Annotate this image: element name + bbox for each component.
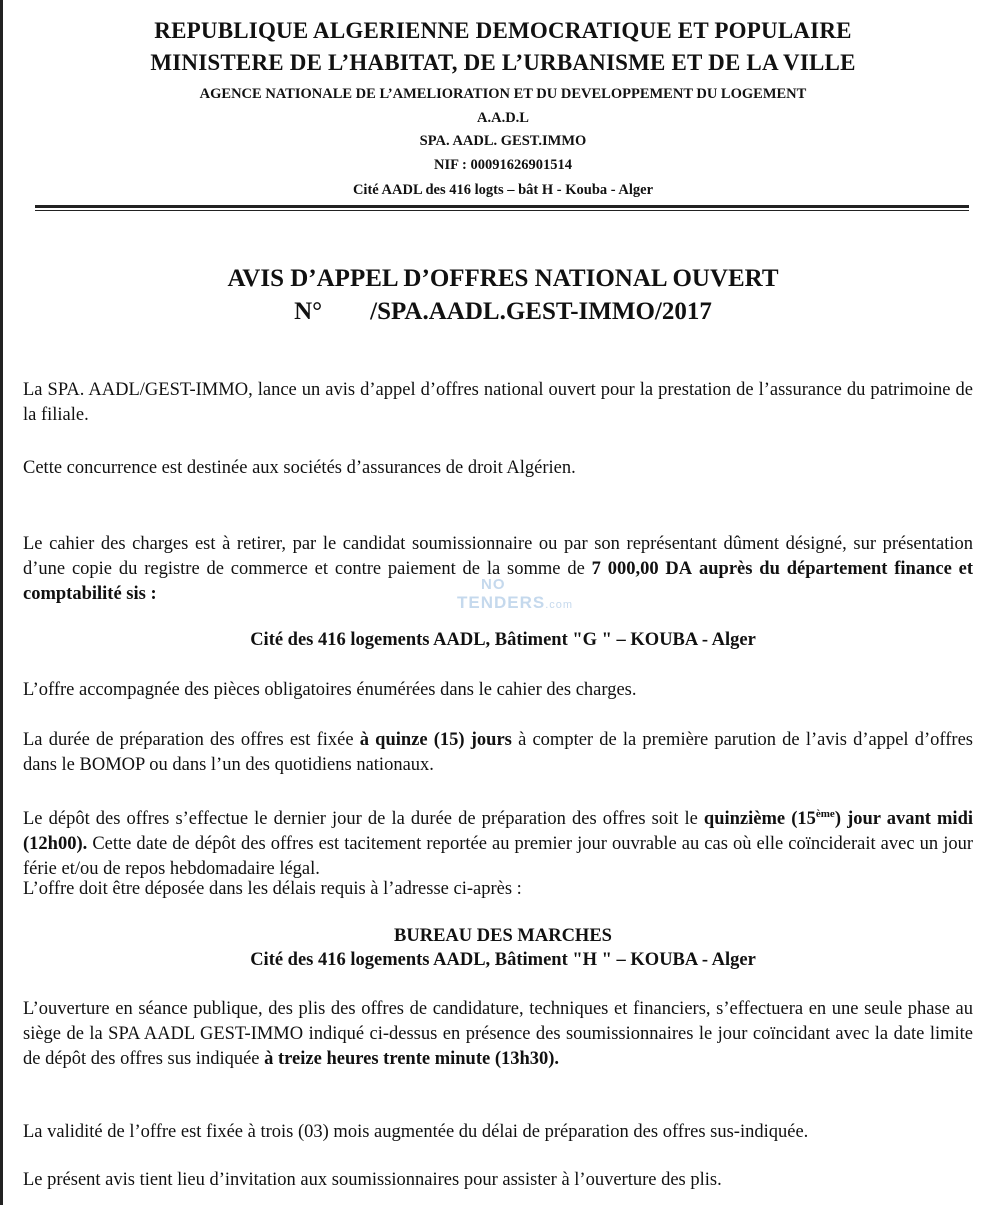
- paragraph-eligibility: Cette concurrence est destinée aux sociétés d’assurances de droit Algérien.: [23, 458, 576, 478]
- watermark-bottom-text: TENDERS: [457, 593, 546, 612]
- spec-text: Le cahier des charges est à retirer, par le candidat soumissionnaire ou par son représentant dûment désigné, sur présentation d’une copie du registre de commerce et contre paiement de la somme de: [23, 534, 973, 579]
- opening-time: à treize heures trente minute (13h30).: [264, 1049, 560, 1069]
- paragraph-opening: [23, 997, 973, 1072]
- paragraph-validity: La validité de l’offre est fixée à trois (03) mois augmentée du délai de préparation des offres sus-indiquée.: [23, 1122, 809, 1142]
- address-finance: Cité des 416 logements AADL, Bâtiment "G " – KOUBA - Alger: [250, 630, 756, 650]
- duration-text-a: La durée de préparation des offres est fixée: [23, 730, 360, 750]
- deposit-text-a: Le dépôt des offres s’effectue le dernier jour de la durée de préparation des offres soit le: [23, 809, 704, 830]
- paragraph-deposit: [23, 802, 973, 882]
- watermark-suffix: .com: [545, 599, 574, 611]
- paragraph-invitation: Le présent avis tient lieu d’invitation aux soumissionnaires pour assister à l’ouverture des plis.: [23, 1170, 722, 1190]
- header-nif: NIF : 00091626901514: [433, 157, 572, 173]
- header-ministry: MINISTERE DE L’HABITAT, DE L’URBANISME ET DE LA VILLE: [150, 50, 856, 75]
- header-republic: REPUBLIQUE ALGERIENNE DEMOCRATIQUE ET POPULAIRE: [154, 18, 852, 43]
- paragraph-duration: [23, 728, 973, 778]
- watermark-top: NO: [481, 576, 506, 593]
- notice-number-ref: /SPA.AADL.GEST-IMMO/2017: [370, 298, 712, 325]
- deposit-deadline: ) jour avant midi (12h00).: [23, 809, 974, 855]
- header-company: SPA. AADL. GEST.IMMO: [419, 133, 587, 149]
- address-office: Cité des 416 logements AADL, Bâtiment "H " – KOUBA - Alger: [250, 950, 756, 970]
- header-agency: AGENCE NATIONALE DE L’AMELIORATION ET DU DEVELOPPEMENT DU LOGEMENT: [199, 86, 807, 102]
- opening-text: L’ouverture en séance publique, des plis des offres de candidature, techniques et financiers, s’effectuera en une seule phase au siège de la SPA AADL GEST-IMMO indiqué ci-dessus en présence des soumissionnaires le jour coïncidant avec la date limite de dépôt des offres sus indiquée: [23, 999, 973, 1069]
- notice-title: AVIS D’APPEL D’OFFRES NATIONAL OUVERT: [227, 265, 779, 292]
- header-address: Cité AADL des 416 logts – bât H - Kouba - Alger: [352, 182, 654, 198]
- duration-text-b: à compter de la première parution de l’avis d’appel d’offres dans le BOMOP ou dans l’un des quotidiens nationaux.: [23, 730, 973, 775]
- paragraph-specifications: [23, 532, 973, 607]
- spec-amount: 7 000,00 DA: [591, 559, 693, 579]
- duration-days: à quinze (15) jours: [359, 730, 512, 750]
- header-divider: [35, 205, 969, 208]
- header-divider-thin: [35, 210, 969, 211]
- notice-reference: [3, 298, 1000, 326]
- office-name: BUREAU DES MARCHES: [394, 926, 612, 946]
- notice-number-label: N°: [294, 298, 323, 325]
- deposit-text-b: Cette date de dépôt des offres est tacitement reportée au premier jour ouvrable au cas où elle coïnciderait avec un jour férie et/ou de repos hebdomadaire légal.: [23, 834, 973, 880]
- spec-department: auprès du département finance et comptabilité sis :: [23, 559, 973, 604]
- deposit-day: quinzième (15: [703, 809, 816, 830]
- header-acronym: A.A.D.L: [477, 110, 529, 126]
- deposit-day-sup: ème: [815, 808, 835, 820]
- paragraph-documents: L’offre accompagnée des pièces obligatoires énumérées dans le cahier des charges.: [23, 680, 637, 700]
- paragraph-address-intro: L’offre doit être déposée dans les délais requis à l’adresse ci-après :: [23, 879, 522, 899]
- paragraph-intro: La SPA. AADL/GEST-IMMO, lance un avis d’appel d’offres national ouvert pour la prestation de l’assurance du patrimoine de la filiale.: [23, 380, 973, 425]
